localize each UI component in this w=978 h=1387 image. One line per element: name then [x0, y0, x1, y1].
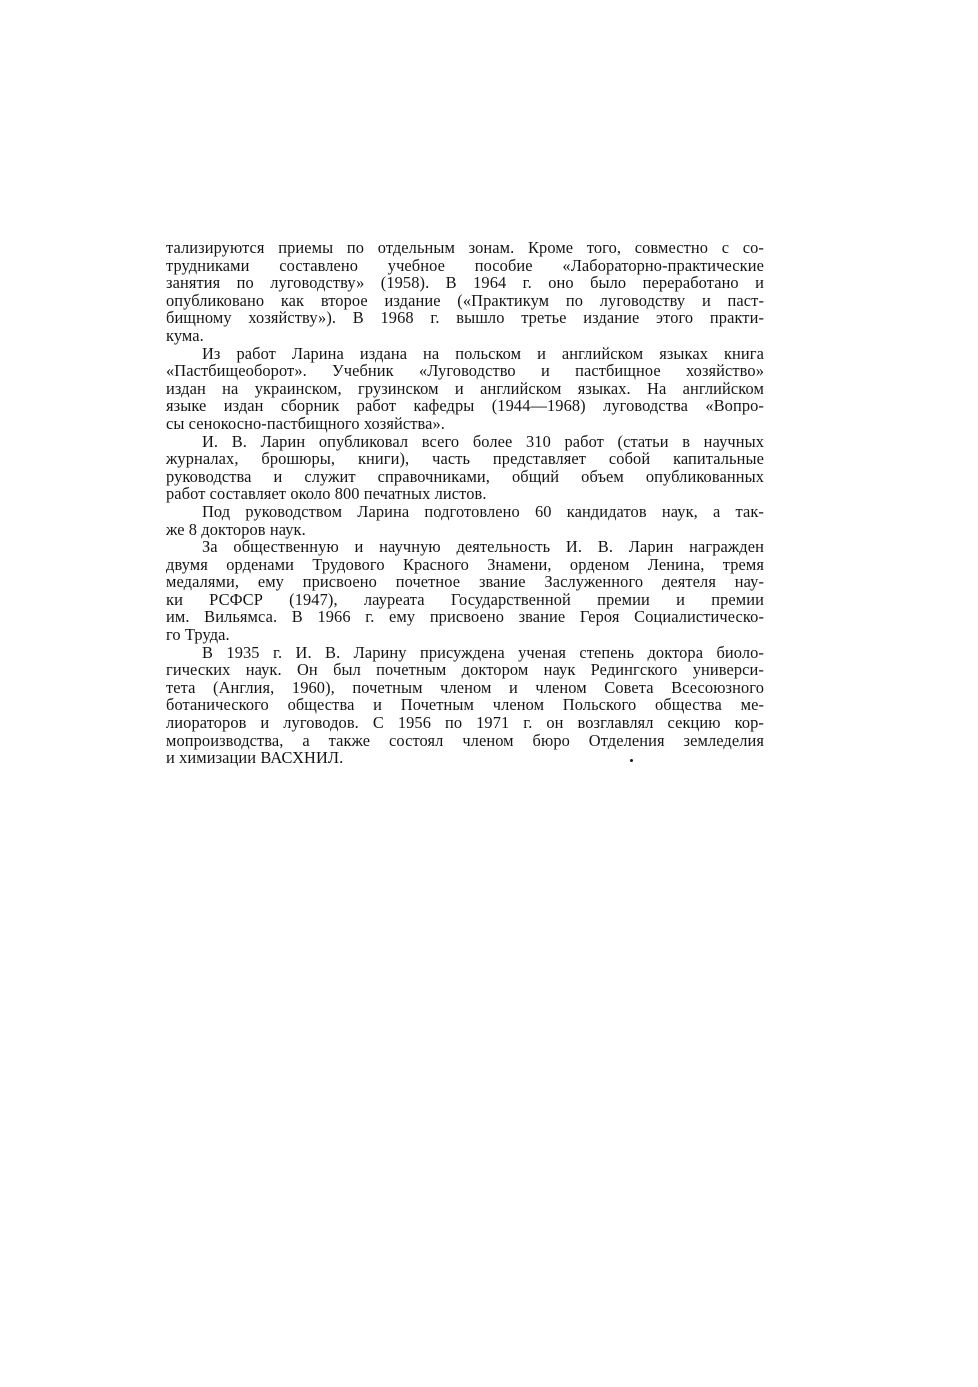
text-line: им. Вильямса. В 1966 г. ему присвоено звание Героя Социалистическо- — [166, 607, 764, 627]
text-line: занятия по луговодству» (1958). В 1964 г. оно было переработано и — [166, 273, 764, 293]
text-line: В 1935 г. И. В. Ларину присуждена ученая степень доктора биоло- — [202, 642, 764, 662]
text-line: «Пастбищеоборот». Учебник «Луговодство и пастбищное хозяйство» — [166, 361, 764, 381]
text-line: лиораторов и луговодов. С 1956 по 1971 г. он возглавлял секцию кор- — [166, 713, 764, 733]
text-line: работ составляет около 800 печатных листов. — [166, 484, 487, 504]
text-line: И. В. Ларин опубликовал всего более 310 работ (статьи в научных — [202, 431, 764, 451]
text-line: го Труда. — [166, 625, 230, 645]
text-line: и химизации ВАСХНИЛ. — [166, 748, 344, 768]
text-line: мопроизводства, а также состоял членом бюро Отделения земледелия — [166, 730, 764, 750]
text-line: Под руководством Ларина подготовлено 60 кандидатов наук, а так- — [202, 501, 764, 521]
paragraph-3 — [166, 433, 764, 503]
text-line: Из работ Ларина издана на польском и английском языках книга — [202, 343, 764, 363]
paragraph-6 — [166, 644, 764, 767]
body-text — [166, 239, 764, 767]
text-line: кума. — [166, 325, 204, 345]
paragraph-2 — [166, 345, 764, 433]
text-line: издан на украинском, грузинском и английском языках. На английском — [166, 378, 764, 398]
text-line: трудниками составлено учебное пособие «Лабораторно-практические — [166, 255, 764, 275]
text-line: тализируются приемы по отдельным зонам. Кроме того, совместно с со- — [166, 238, 764, 257]
text-line: языке издан сборник работ кафедры (1944—1968) луговодства «Вопро- — [166, 396, 764, 416]
text-line: сы сенокосно-пастбищного хозяйства». — [166, 413, 446, 433]
text-line: медалями, ему присвоено почетное звание Заслуженного деятеля нау- — [166, 572, 764, 592]
text-line: двумя орденами Трудового Красного Знамени, орденом Ленина, тремя — [166, 554, 764, 574]
paragraph-1 — [166, 239, 764, 345]
text-line: гических наук. Он был почетным доктором наук Редингского универси- — [166, 660, 764, 680]
ink-speck — [630, 759, 633, 762]
text-line: руководства и служит справочниками, общий объем опубликованных — [166, 466, 764, 486]
text-line: бищному хозяйству»). В 1968 г. вышло третье издание этого практи- — [166, 308, 764, 328]
text-line: За общественную и научную деятельность И. В. Ларин награжден — [202, 537, 764, 557]
text-line: тета (Англия, 1960), почетным членом и членом Совета Всесоюзного — [166, 677, 764, 697]
text-line: ботанического общества и Почетным членом Польского общества ме- — [166, 695, 764, 715]
text-line: ки РСФСР (1947), лауреата Государственной премии и премии — [166, 589, 764, 609]
paragraph-4 — [166, 503, 764, 538]
text-line: журналах, брошюры, книги), часть представляет собой капитальные — [166, 449, 764, 469]
text-line: же 8 докторов наук. — [166, 519, 306, 539]
text-line: опубликовано как второе издание («Практикум по луговодству и паст- — [166, 290, 764, 310]
paragraph-5 — [166, 538, 764, 644]
